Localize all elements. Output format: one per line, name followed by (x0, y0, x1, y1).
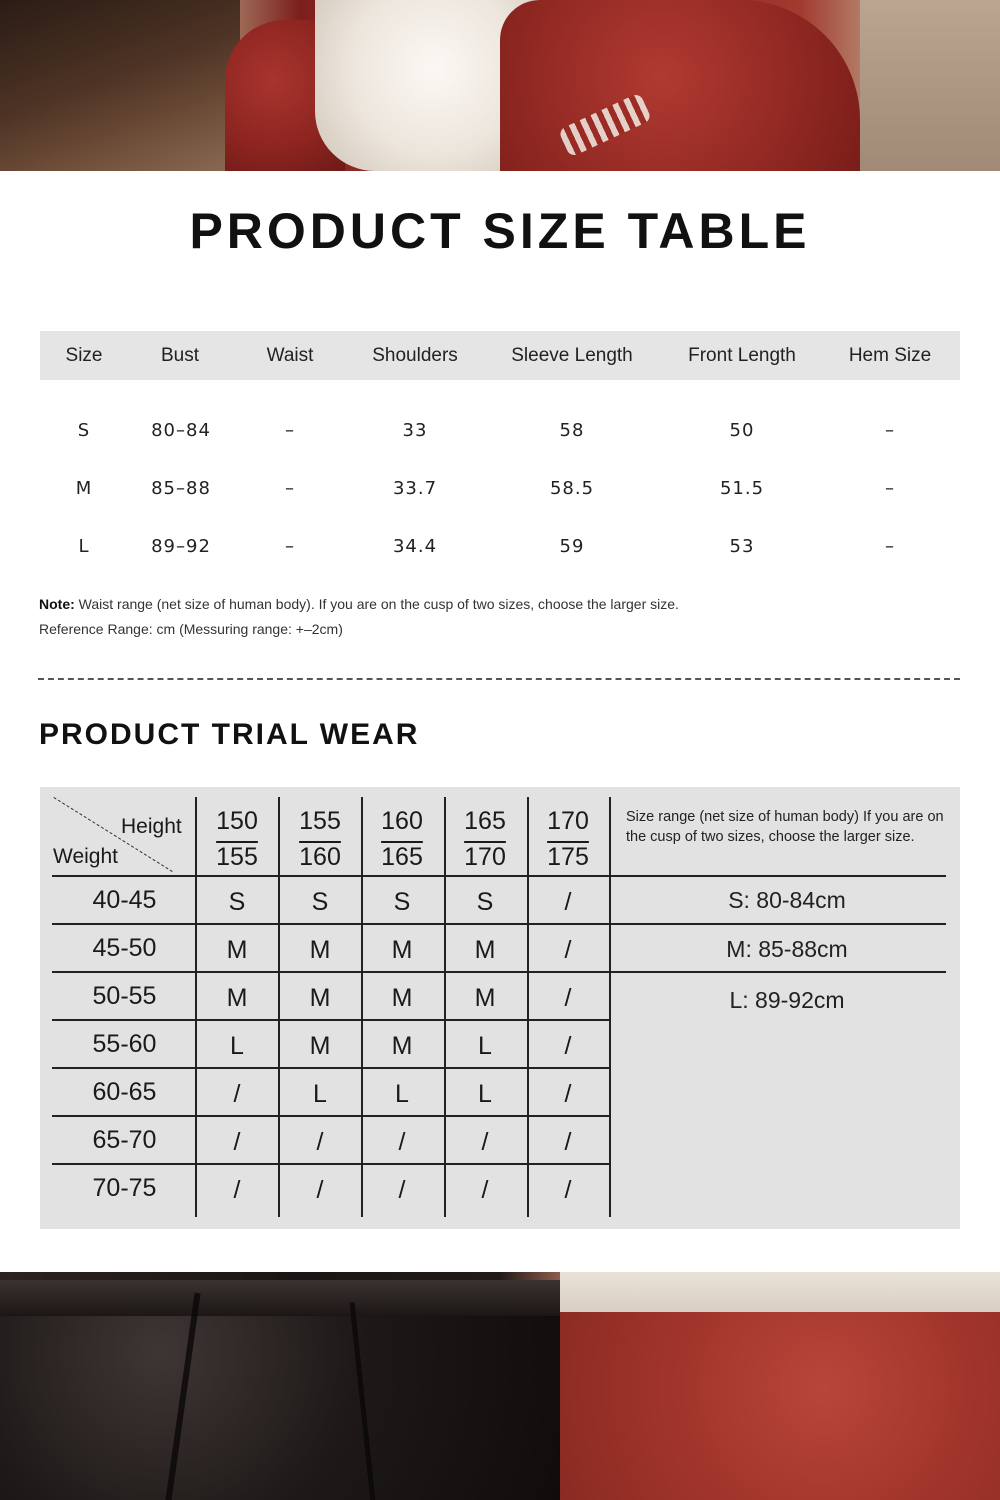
trial-wear-table (40, 787, 960, 1229)
fit-cell: L (230, 1032, 244, 1060)
note-label: Note: (39, 596, 75, 612)
fit-cell: / (564, 1128, 572, 1156)
height-from: 160 (381, 807, 423, 835)
weight-range: 65-70 (92, 1126, 157, 1154)
cell-waist: – (285, 536, 295, 557)
height-from: 150 (216, 807, 258, 835)
fit-cell: M (309, 984, 331, 1012)
cell-shoulders: 34.4 (392, 536, 438, 557)
fit-cell: L (313, 1080, 327, 1108)
bust-range-m: M: 85-88cm (726, 936, 848, 962)
fit-cell: / (398, 1128, 406, 1156)
top-product-photo (0, 0, 1000, 171)
fit-cell: M (309, 936, 331, 964)
cell-waist: – (285, 420, 295, 441)
height-from: 155 (299, 807, 341, 835)
fit-cell: / (564, 1176, 572, 1204)
size-row (40, 536, 960, 566)
fit-cell: / (564, 1080, 572, 1108)
height-to: 170 (464, 843, 506, 871)
cell-sleeve-length: 59 (559, 536, 585, 557)
fit-cell: L (478, 1080, 492, 1108)
fit-cell: / (316, 1128, 324, 1156)
height-from: 165 (464, 807, 506, 835)
weight-range: 50-55 (92, 982, 157, 1010)
cell-size: S (77, 420, 91, 441)
fit-cell: L (395, 1080, 409, 1108)
height-to: 155 (216, 843, 258, 871)
fit-cell: L (478, 1032, 492, 1060)
cell-shoulders: 33 (402, 420, 428, 441)
cell-front-length: 51.5 (719, 478, 765, 499)
size-table-title: PRODUCT SIZE TABLE (189, 203, 811, 259)
cell-bust: 80–84 (151, 420, 211, 441)
header-sleeve-length: Sleeve Length (511, 345, 633, 366)
header-bust: Bust (160, 345, 200, 366)
fit-cell: / (233, 1128, 241, 1156)
cell-hem-size: – (885, 478, 895, 499)
bust-range-l: L: 89-92cm (729, 987, 845, 1013)
header-waist: Waist (266, 345, 314, 366)
trial-side-note: Size range (net size of human body) If you are on the cusp of two sizes, choose the larger size. (626, 809, 944, 845)
header-size: Size (65, 345, 103, 366)
fit-cell: / (564, 1032, 572, 1060)
cell-waist: – (285, 478, 295, 499)
cell-size: M (75, 478, 93, 499)
size-row (40, 420, 960, 450)
fit-cell: S (228, 888, 246, 916)
weight-range: 70-75 (92, 1174, 157, 1202)
fit-cell: / (398, 1176, 406, 1204)
fit-cell: S (393, 888, 411, 916)
fit-cell: M (391, 936, 413, 964)
cell-front-length: 53 (729, 536, 755, 557)
size-table-header (40, 331, 960, 380)
cell-hem-size: – (885, 420, 895, 441)
fit-cell: / (564, 936, 572, 964)
height-to: 175 (547, 843, 589, 871)
fit-cell: M (226, 936, 248, 964)
fit-cell: M (474, 936, 496, 964)
fit-cell: M (391, 984, 413, 1012)
fit-cell: M (391, 1032, 413, 1060)
weight-range: 40-45 (92, 886, 157, 914)
cell-shoulders: 33.7 (392, 478, 438, 499)
cell-front-length: 50 (729, 420, 755, 441)
height-label: Height (121, 815, 182, 838)
height-to: 160 (299, 843, 341, 871)
fit-cell: / (481, 1128, 489, 1156)
cell-bust: 89–92 (151, 536, 211, 557)
fit-cell: / (481, 1176, 489, 1204)
fit-cell: M (226, 984, 248, 1012)
weight-label: Weight (53, 845, 118, 868)
fit-cell: / (316, 1176, 324, 1204)
fit-cell: M (309, 1032, 331, 1060)
fit-cell: / (233, 1080, 241, 1108)
fit-cell: S (476, 888, 494, 916)
fit-cell: / (564, 984, 572, 1012)
weight-range: 60-65 (92, 1078, 157, 1106)
height-to: 165 (381, 843, 423, 871)
size-note (39, 596, 679, 612)
header-shoulders: Shoulders (372, 345, 458, 366)
section-divider (38, 678, 960, 680)
height-from: 170 (547, 807, 589, 835)
trial-wear-title: PRODUCT TRIAL WEAR (39, 718, 420, 751)
fit-cell: / (233, 1176, 241, 1204)
cell-sleeve-length: 58 (559, 420, 585, 441)
cell-sleeve-length: 58.5 (549, 478, 595, 499)
header-hem-size: Hem Size (848, 345, 932, 366)
cell-hem-size: – (885, 536, 895, 557)
note-text: Waist range (net size of human body). If you are on the cusp of two sizes, choose the larger size. (74, 596, 679, 612)
bust-range-s: S: 80-84cm (728, 887, 846, 913)
reference-range: Reference Range: cm (Messuring range: +–2cm) (39, 621, 343, 637)
weight-range: 55-60 (92, 1030, 157, 1058)
header-front-length: Front Length (688, 345, 796, 366)
bottom-product-photo (0, 1272, 1000, 1500)
fit-cell: M (474, 984, 496, 1012)
weight-range: 45-50 (92, 934, 157, 962)
fit-cell: S (311, 888, 329, 916)
fit-cell: / (564, 888, 572, 916)
cell-bust: 85–88 (151, 478, 211, 499)
cell-size: L (78, 536, 90, 557)
size-row (40, 478, 960, 508)
